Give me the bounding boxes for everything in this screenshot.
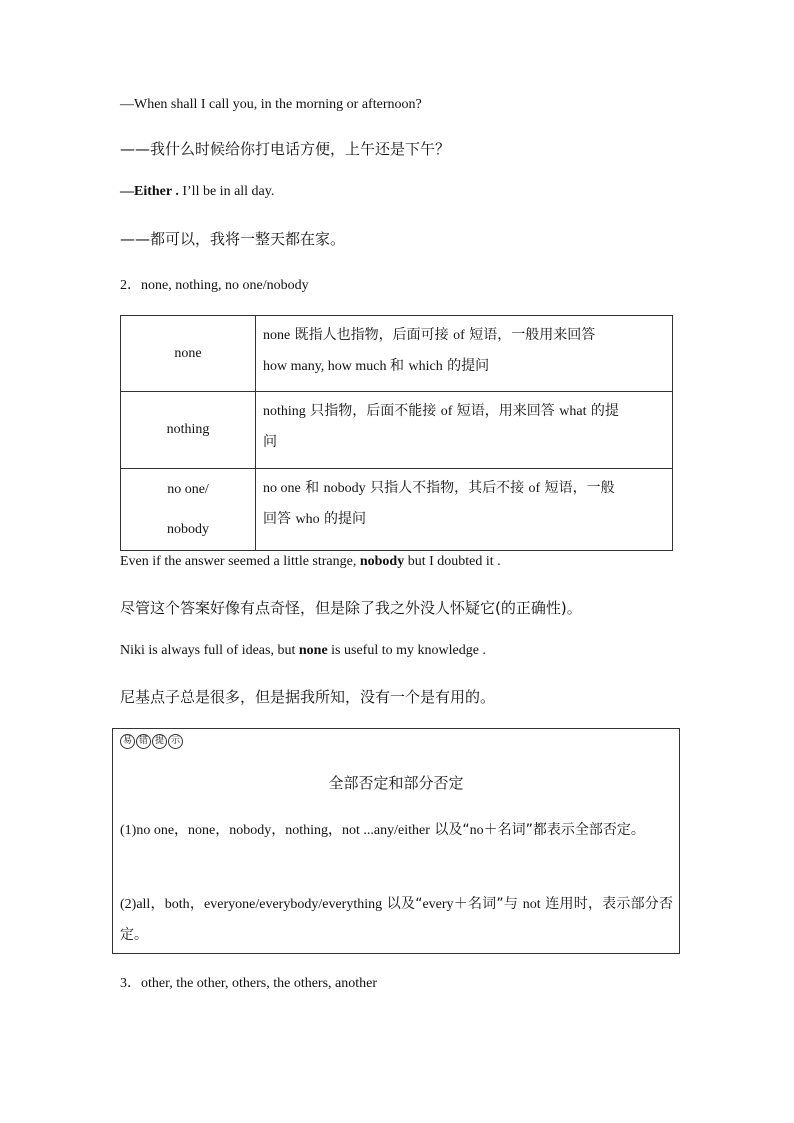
dialogue-question-en: —When shall I call you, in the morning or afternoon?: [120, 97, 422, 112]
example-2-en: Niki is always full of ideas, but none is useful to my knowledge .: [120, 643, 486, 658]
tip-paragraph-2: (2)all，both，everyone/everybody/everything 以及“every＋名词”与 not 连用时，表示部分否定。: [120, 896, 674, 943]
desc-cell: none 既指人也指物，后面可接 of 短语，一般用来回答 how many, how much 和 which 的提问: [256, 316, 673, 392]
example-2-cn: 尼基点子总是很多，但是据我所知，没有一个是有用的。: [120, 688, 496, 706]
example-1-cn: 尽管这个答案好像有点奇怪，但是除了我之外没人怀疑它(的正确性)。: [120, 599, 582, 617]
word-cell: no one/ nobody: [121, 469, 256, 551]
example-1-en: Even if the answer seemed a little strange, nobody but I doubted it .: [120, 554, 501, 569]
word-cell: nothing: [121, 392, 256, 469]
tip-title: 全部否定和部分否定: [328, 774, 464, 792]
table-row: [121, 392, 673, 469]
section-3-heading: 3．other, the other, others, the others, another: [120, 976, 378, 991]
table-row: [121, 316, 673, 392]
dialogue-question-cn: ——我什么时候给你打电话方便，上午还是下午？: [120, 140, 451, 158]
dialogue-answer-en: [120, 184, 274, 200]
desc-cell: nothing 只指物，后面不能接 of 短语，用来回答 what 的提 问: [256, 392, 673, 469]
tip-box: [112, 728, 680, 954]
answer-rest: I’ll be in all day.: [178, 184, 275, 199]
vocab-table: [120, 315, 673, 551]
table-row: [121, 469, 673, 551]
tip-badge: 易 错 提 示: [120, 734, 183, 749]
dialogue-answer-cn: ——都可以，我将一整天都在家。: [120, 230, 346, 248]
answer-bold: —Either .: [120, 184, 179, 199]
word-cell: none: [121, 316, 256, 392]
desc-cell: no one 和 nobody 只指人不指物，其后不接 of 短语，一般 回答 who 的提问: [256, 469, 673, 551]
section-2-heading: 2．none, nothing, no one/nobody: [120, 278, 309, 293]
tip-paragraph-1: (1)no one，none，nobody，nothing，not ...any/either 以及“no＋名词”都表示全部否定。: [120, 822, 645, 838]
